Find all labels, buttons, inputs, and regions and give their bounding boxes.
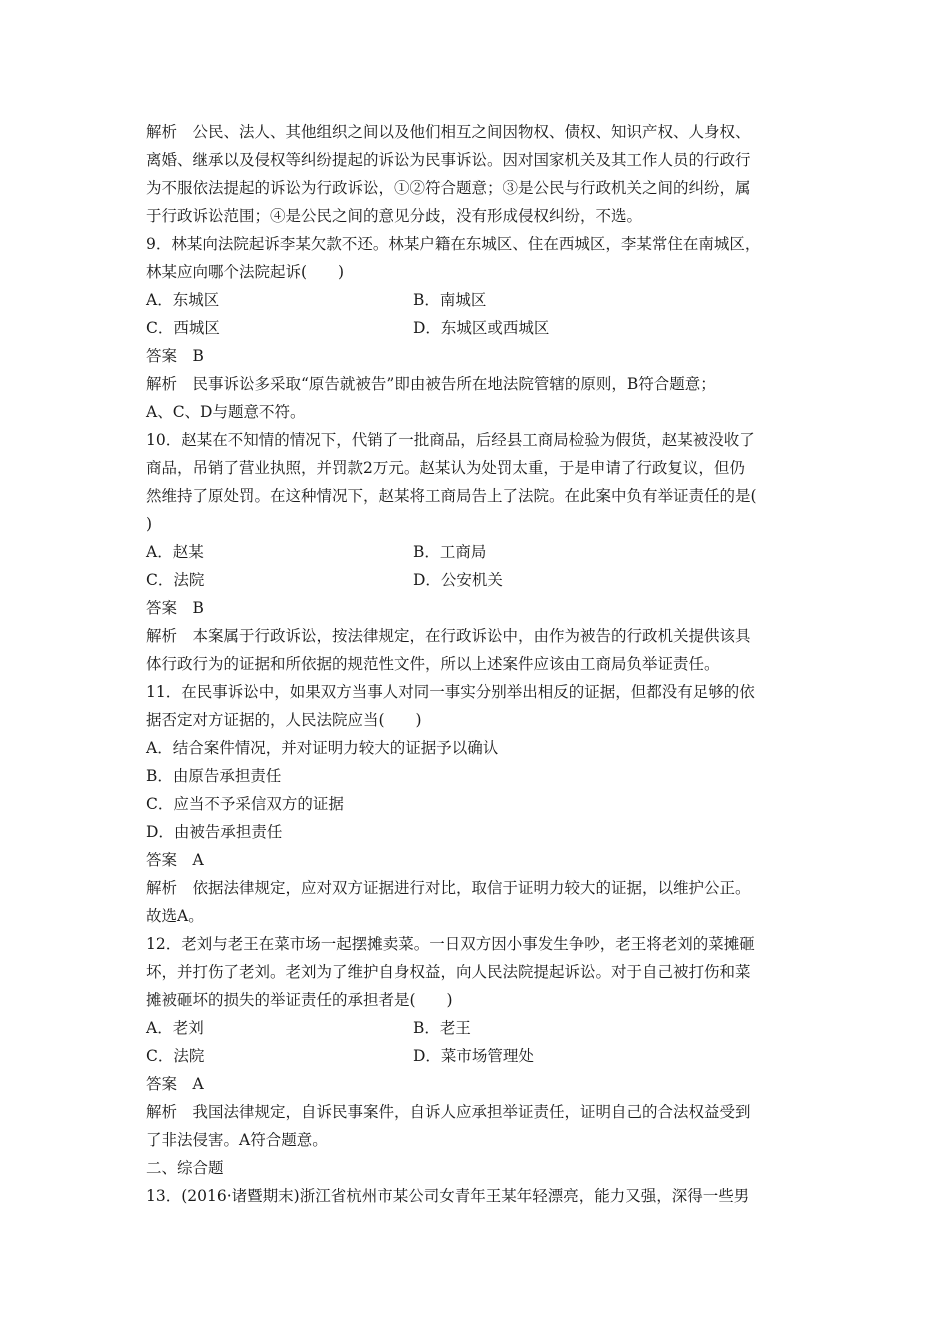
option-b: B．老王 [413,1019,471,1037]
option-a: A．结合案件情况，并对证明力较大的证据予以确认 [146,739,499,757]
option-c: C．法院 [146,1047,205,1065]
option-d: D．由被告承担责任 [146,823,283,841]
answer: 答案 B [146,347,204,365]
q9-options-row [146,286,810,314]
option-d: D．菜市场管理处 [413,1047,534,1065]
text-line: 体行政行为的证据和所依据的规范性文件，所以上述案件应该由工商局负举证责任。 [146,655,720,673]
text-line: 解析 公民、法人、其他组织之间以及他们相互之间因物权、债权、知识产权、人身权、 [146,123,751,141]
option-b: B．南城区 [413,291,487,309]
analysis: 解析 本案属于行政诉讼，按法律规定，在行政诉讼中，由作为被告的行政机关提供该具 [146,627,751,645]
text-line: 商品，吊销了营业执照，并罚款2万元。赵某认为处罚太重，于是申请了行政复议，但仍 [146,459,745,477]
question-10: 10．赵某在不知情的情况下，代销了一批商品，后经县工商局检验为假货，赵某被没收了 [146,431,755,449]
analysis: 解析 我国法律规定，自诉民事案件，自诉人应承担举证责任，证明自己的合法权益受到 [146,1103,751,1121]
option-a: A．老刘 [146,1019,204,1037]
answer: 答案 A [146,851,204,869]
option-a: A．东城区 [146,291,220,309]
question-13: 13．(2016·诸暨期末)浙江省杭州市某公司女青年王某年轻漂亮，能力又强，深得一些男 [146,1187,750,1205]
answer: 答案 B [146,599,204,617]
option-c: C．法院 [146,571,205,589]
text-line: 于行政诉讼范围；④是公民之间的意见分歧，没有形成侵权纠纷，不选。 [146,207,643,225]
section-heading: 二、综合题 [146,1159,224,1177]
q9-options-row [146,314,810,342]
q12-options-row [146,1042,810,1070]
text-line: 摊被砸坏的损失的举证责任的承担者是( ) [146,991,453,1009]
q10-options-row [146,566,810,594]
option-c: C．应当不予采信双方的证据 [146,795,344,813]
question-11: 11．在民事诉讼中，如果双方当事人对同一事实分别举出相反的证据，但都没有足够的依 [146,683,755,701]
text-line: 然维持了原处罚。在这种情况下，赵某将工商局告上了法院。在此案中负有举证责任的是( [146,487,757,505]
text-line: 离婚、继承以及侵权等纠纷提起的诉讼为民事诉讼。因对国家机关及其工作人员的行政行 [146,151,751,169]
text-line: 林某应向哪个法院起诉( ) [146,263,345,281]
option-d: D．公安机关 [413,571,503,589]
question-12: 12．老刘与老王在菜市场一起摆摊卖菜。一日双方因小事发生争吵，老王将老刘的菜摊砸 [146,935,755,953]
text-line: 坏，并打伤了老刘。老刘为了维护自身权益，向人民法院提起诉讼。对于自己被打伤和菜 [146,963,751,981]
text-line: ) [146,515,153,533]
text-line: A、C、D与题意不符。 [146,403,306,421]
q10-options-row [146,538,810,566]
q12-options-row [146,1014,810,1042]
text-line: 了非法侵害。A符合题意。 [146,1131,328,1149]
document-page [146,118,810,1210]
analysis: 解析 民事诉讼多采取“原告就被告”即由被告所在地法院管辖的原则，B符合题意； [146,375,716,393]
text-line: 为不服依法提起的诉讼为行政诉讼，①②符合题意；③是公民与行政机关之间的纠纷，属 [146,179,751,197]
analysis: 解析 依据法律规定，应对双方证据进行对比，取信于证明力较大的证据，以维护公正。 [146,879,751,897]
answer: 答案 A [146,1075,204,1093]
text-line: 据否定对方证据的，人民法院应当( ) [146,711,422,729]
option-b: B．由原告承担责任 [146,767,282,785]
option-a: A．赵某 [146,543,204,561]
question-9: 9．林某向法院起诉李某欠款不还。林某户籍在东城区、住在西城区，李某常住在南城区， [146,235,761,253]
option-b: B．工商局 [413,543,487,561]
option-c: C．西城区 [146,319,220,337]
option-d: D．东城区或西城区 [413,319,550,337]
text-line: 故选A。 [146,907,204,925]
